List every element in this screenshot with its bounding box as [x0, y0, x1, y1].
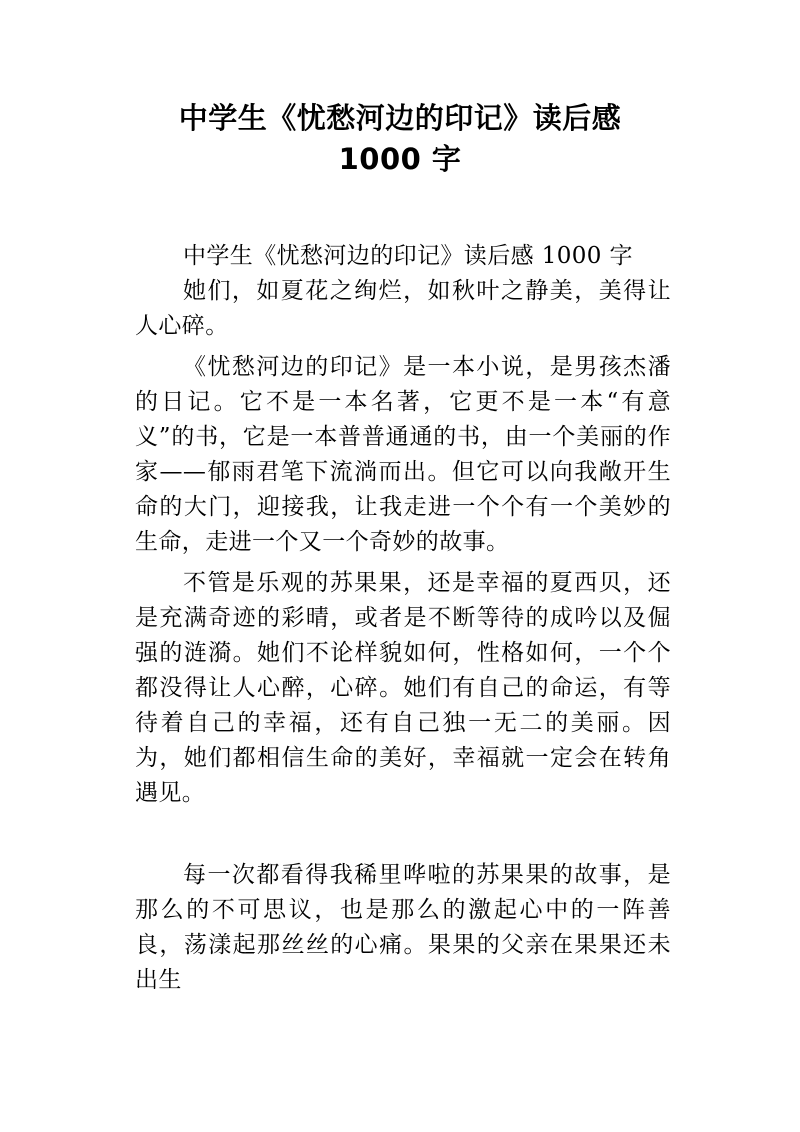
- paragraph-subtitle: 中学生《忧愁河边的印记》读后感 1000 字: [183, 243, 633, 269]
- paragraph-intro: 她们，如夏花之绚烂，如秋叶之静美，美得让人心碎。: [135, 278, 671, 339]
- paragraph-characters: 不管是乐观的苏果果，还是幸福的夏西贝，还是充满奇迹的彩晴，或者是不断等待的成吟以及倔强的涟漪。她们不论样貌如何，性格如何，一个个都没得让人心醉，心碎。她们有自己的命运，有等待着自己的幸福，还有自己独一无二的美丽。因为，她们都相信生命的美好，幸福就一定会在转角遇见。: [135, 570, 671, 806]
- document-title: [0, 98, 800, 180]
- paragraph-su-guoguo: 每一次都看得我稀里哗啦的苏果果的故事，是那么的不可思议，也是那么的激起心中的一阵善良，荡漾起那丝丝的心痛。果果的父亲在果果还未出生: [135, 862, 671, 993]
- title-line-1: 中学生《忧愁河边的印记》读后感: [178, 101, 622, 135]
- document-body: [135, 239, 671, 998]
- paragraph-book-description: 《忧愁河边的印记》是一本小说，是男孩杰潘的日记。它不是一本名著，它更不是一本“有意义”的书，它是一本普普通通的书，由一个美丽的作家——郁雨君笔下流淌而出。但它可以向我敞开生命的大门，迎接我，让我走进一个个有一个美妙的生命，走进一个又一个奇妙的故事。: [135, 354, 671, 555]
- title-line-2: 1000 字: [338, 142, 462, 176]
